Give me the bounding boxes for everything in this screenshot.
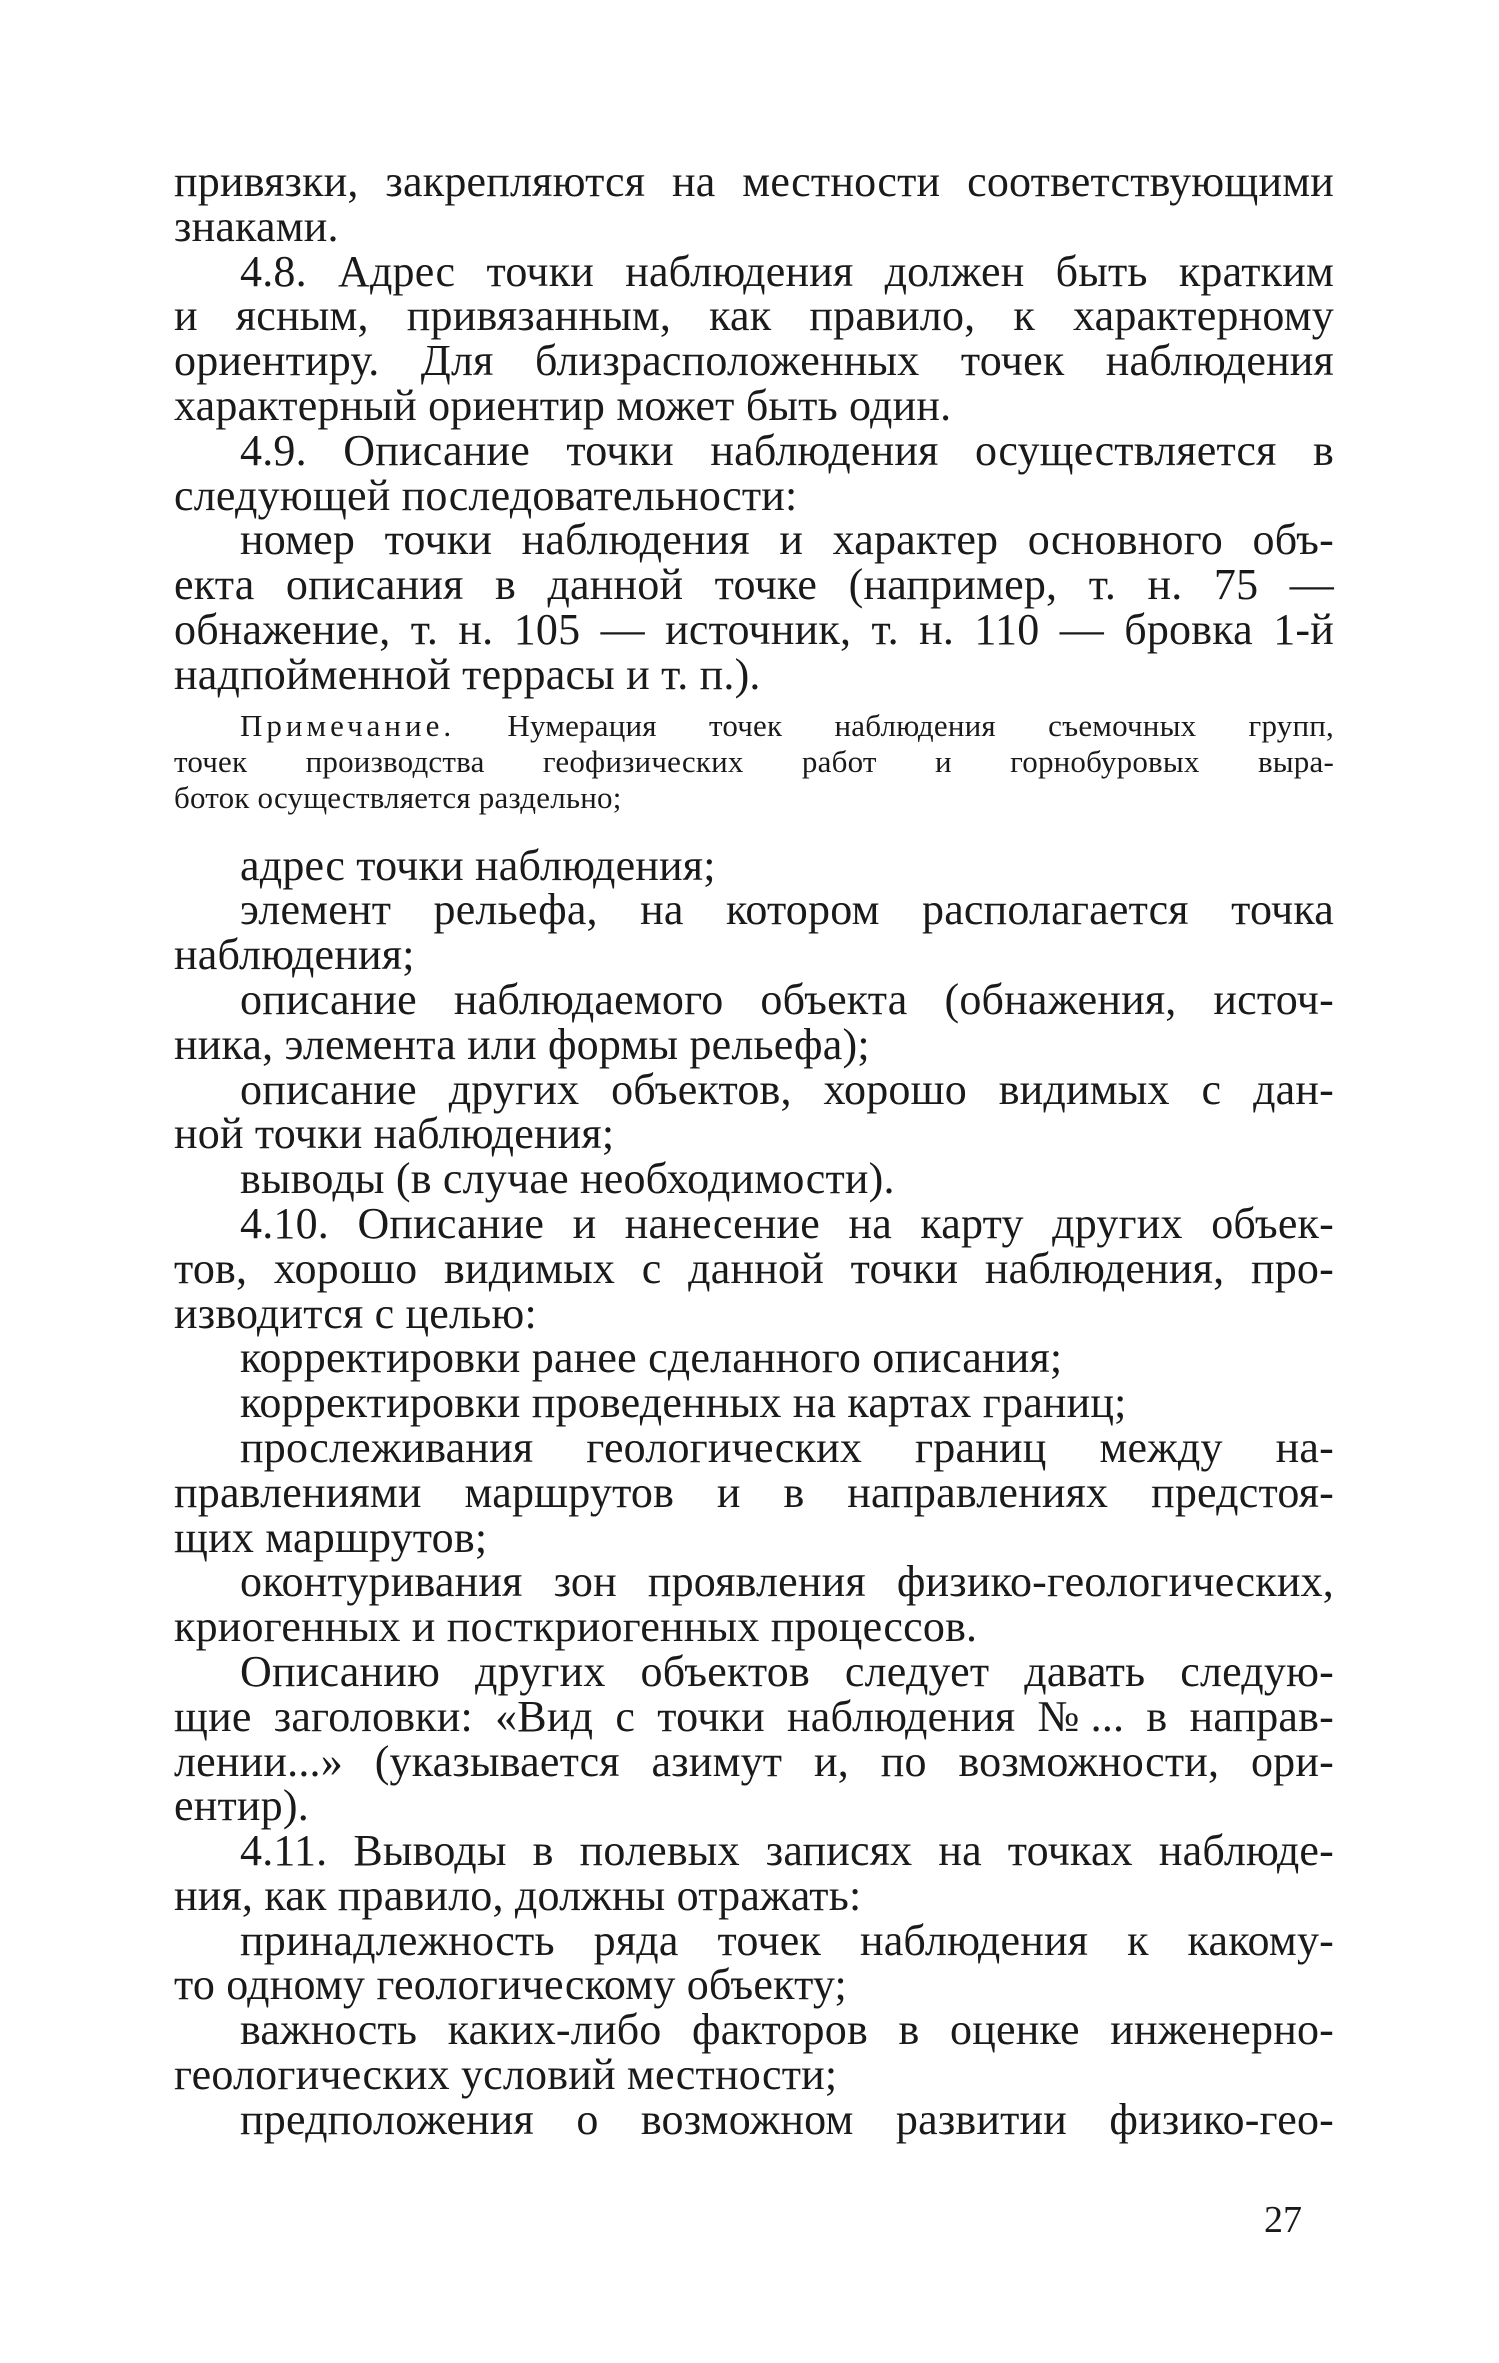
paragraph-4-10 — [174, 1198, 1334, 1338]
text-line: правлениями маршрутов и в направлениях предстоя- — [174, 1467, 1334, 1517]
list-item — [174, 840, 1334, 890]
text-line: важность каких-либо факторов в оценке инженерно- — [240, 2005, 1334, 2055]
text-line: ентир). — [174, 1781, 309, 1831]
footnote-note — [174, 708, 1334, 816]
text-line: ния, как правило, должны отражать: — [174, 1870, 862, 1920]
page-number: 27 — [1264, 2199, 1302, 2241]
text-line: принадлежность ряда точек наблюдения к какому- — [240, 1915, 1334, 1965]
text-line: следующей последовательности: — [174, 470, 798, 520]
text-line: выводы (в случае необходимости). — [240, 1154, 895, 1204]
list-item — [174, 1154, 1334, 1204]
text-line: наблюдения; — [174, 930, 415, 980]
note-label: Примечание. — [240, 707, 456, 743]
note-text: Нумерация точек наблюдения съемочных групп, — [507, 707, 1334, 743]
text-line — [174, 708, 1334, 744]
text-line: ной точки наблюдения; — [174, 1109, 615, 1159]
text-line: изводится с целью: — [174, 1288, 537, 1338]
text-line: корректировки проведенных на картах границ; — [240, 1378, 1127, 1428]
text-line: прослеживания геологических границ между на- — [240, 1422, 1334, 1472]
list-item — [174, 1378, 1334, 1428]
text-line: знаками. — [174, 201, 339, 251]
text-line: геологических условий местности; — [174, 2050, 838, 2100]
text-line: элемент рельефа, на котором располагается точка — [240, 885, 1334, 935]
list-item — [174, 2005, 1334, 2100]
text-line: описание наблюдаемого объекта (обнажения, источ- — [240, 974, 1334, 1024]
list-item — [174, 1422, 1334, 1562]
text-line: надпойменной террасы и т. п.). — [174, 649, 761, 699]
text-line: 4.11. Выводы в полевых записях на точках наблюде- — [240, 1826, 1334, 1876]
text-line: 4.9. Описание точки наблюдения осуществляется в — [240, 425, 1334, 475]
text-line: лении...» (указывается азимут и, по возможности, ори- — [174, 1736, 1334, 1786]
text-line: Описанию других объектов следует давать следую- — [240, 1646, 1334, 1696]
text-line: 4.8. Адрес точки наблюдения должен быть кратким — [240, 246, 1334, 296]
text-line: адрес точки наблюдения; — [240, 840, 716, 890]
text-line: оконтуривания зон проявления физико-геологических, — [240, 1557, 1334, 1607]
list-item — [174, 515, 1334, 699]
text-line: щие заголовки: «Вид с точки наблюдения №... в направ- — [174, 1691, 1334, 1741]
document-page — [174, 157, 1334, 2144]
paragraph-4-9 — [174, 425, 1334, 520]
text-line: то одному геологическому объекту; — [174, 1960, 847, 2010]
text-line: екта описания в данной точке (например, т. н. 75 — — [174, 560, 1334, 610]
text-line: привязки, закрепляются на местности соответствующими — [174, 157, 1334, 206]
text-line: и ясным, привязанным, как правило, к характерному — [174, 291, 1334, 341]
text-line: ориентиру. Для близрасположенных точек наблюдения — [174, 336, 1334, 386]
text-line: ника, элемента или формы рельефа); — [174, 1019, 870, 1069]
text-line: номер точки наблюдения и характер основного объ- — [240, 515, 1334, 565]
text-line: боток осуществляется раздельно; — [174, 779, 622, 815]
list-item — [174, 2094, 1334, 2144]
list-item — [174, 1915, 1334, 2010]
text-line: корректировки ранее сделанного описания; — [240, 1333, 1063, 1383]
paragraph-4-8 — [174, 246, 1334, 430]
text-line: щих маршрутов; — [174, 1512, 488, 1562]
text-line: описание других объектов, хорошо видимых с дан- — [240, 1064, 1334, 1114]
paragraph-continuation — [174, 157, 1334, 251]
list-item — [174, 974, 1334, 1069]
list-item — [174, 1333, 1334, 1383]
list-item — [174, 1557, 1334, 1652]
list-item — [174, 885, 1334, 980]
paragraph-4-11 — [174, 1826, 1334, 1920]
text-line: характерный ориентир может быть один. — [174, 380, 952, 430]
paragraph — [174, 1646, 1334, 1831]
text-line: 4.10. Описание и нанесение на карту других объек- — [240, 1198, 1334, 1248]
text-line: криогенных и посткриогенных процессов. — [174, 1602, 978, 1652]
text-line: обнажение, т. н. 105 — источник, т. н. 110 — бровка 1-й — [174, 604, 1334, 654]
list-item — [174, 1064, 1334, 1159]
text-line: предположения о возможном развитии физико-гео- — [240, 2094, 1334, 2144]
text-line: тов, хорошо видимых с данной точки наблюдения, про- — [174, 1243, 1334, 1293]
text-line: точек производства геофизических работ и горнобуровых выра- — [174, 743, 1334, 779]
